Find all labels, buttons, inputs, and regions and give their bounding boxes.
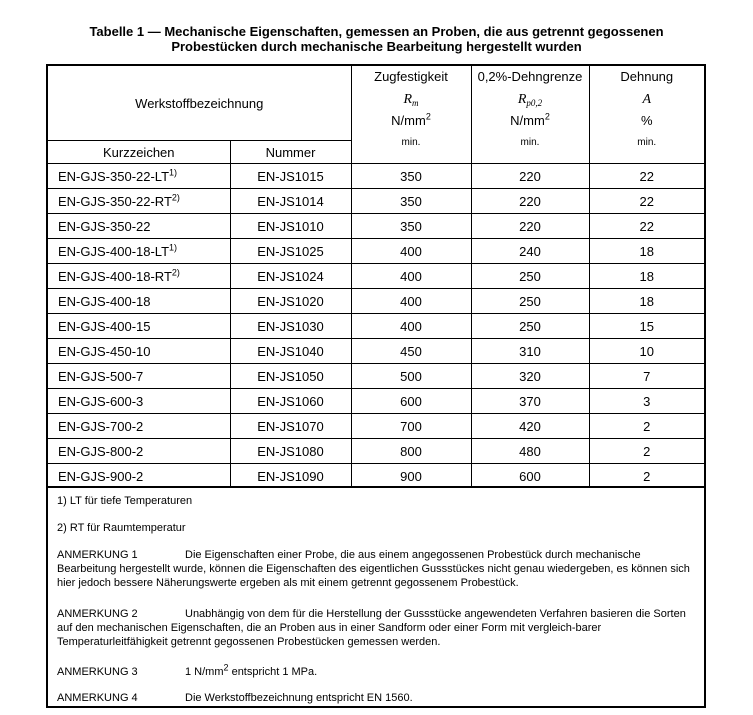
cell-zugfestigkeit: 400	[351, 264, 471, 289]
header-dehnung	[589, 66, 704, 164]
cell-kurzzeichen	[48, 214, 230, 239]
cell-dehnung: 10	[589, 339, 704, 364]
anmerkung-3	[57, 662, 697, 679]
anmerkung-1-label: ANMERKUNG 1	[57, 549, 138, 561]
header-dehngrenze-symbol: R	[517, 92, 527, 107]
cell-dehngrenze: 240	[471, 239, 589, 264]
header-zug-label: Zugfestigkeit	[374, 69, 448, 84]
cell-dehngrenze: 310	[471, 339, 589, 364]
cell-nummer: EN-JS1070	[230, 414, 351, 439]
anmerkung-4	[57, 691, 697, 705]
cell-zugfestigkeit: 350	[351, 189, 471, 214]
cell-zugfestigkeit: 500	[351, 364, 471, 389]
anmerkung-3-text-after: entspricht 1 MPa.	[228, 666, 318, 678]
cell-zugfestigkeit: 400	[351, 289, 471, 314]
anmerkung-3-text: 1 N/mm	[185, 666, 224, 678]
anmerkung-2-label: ANMERKUNG 2	[57, 608, 138, 620]
cell-zugfestigkeit: 400	[351, 239, 471, 264]
cell-zugfestigkeit: 900	[351, 464, 471, 489]
header-dehngrenze-sub: p0,2	[526, 98, 543, 108]
table-row	[48, 189, 704, 214]
cell-kurzzeichen	[48, 289, 230, 314]
cell-nummer: EN-JS1025	[230, 239, 351, 264]
cell-dehnung: 2	[589, 439, 704, 464]
cell-zugfestigkeit: 450	[351, 339, 471, 364]
table-row	[48, 264, 704, 289]
header-dehngrenze-unit-sup: 2	[544, 111, 550, 122]
kurzzeichen-text: EN-GJS-800-2	[58, 443, 144, 459]
kurzzeichen-text: EN-GJS-400-18-LT	[58, 243, 170, 259]
cell-nummer: EN-JS1014	[230, 189, 351, 214]
header-dehngrenze-min: min.	[520, 137, 540, 148]
kurzzeichen-footnote: 1)	[169, 167, 178, 178]
header-zug-min: min.	[401, 137, 421, 148]
table-row	[48, 464, 704, 489]
kurzzeichen-text: EN-GJS-500-7	[58, 368, 144, 384]
cell-dehnung: 3	[589, 389, 704, 414]
table-row	[48, 214, 704, 239]
cell-zugfestigkeit: 350	[351, 164, 471, 189]
header-werkstoff: Werkstoffbezeichnung	[48, 66, 351, 141]
kurzzeichen-text: EN-GJS-900-2	[58, 468, 144, 484]
cell-kurzzeichen	[48, 314, 230, 339]
cell-nummer: EN-JS1015	[230, 164, 351, 189]
header-dehnung-label: Dehnung	[620, 69, 674, 84]
cell-dehnung: 2	[589, 414, 704, 439]
header-dehngrenze-unit: N/mm	[510, 113, 545, 128]
table-row	[48, 439, 704, 464]
cell-nummer: EN-JS1050	[230, 364, 351, 389]
cell-nummer: EN-JS1080	[230, 439, 351, 464]
cell-kurzzeichen	[48, 239, 230, 264]
header-zug-symbol: R	[403, 92, 413, 107]
anmerkung-1-text: Die Eigenschaften einer Probe, die aus einem angegossenen Probestück durch mechanische Bearbeitung hergestellt wurde, können die Eigenschaften des eigentlichen Gussstückes nicht genau wiedergeben, es können sich hier jedoch bessere Näherungswerte ergeben als mit einem getrennt gegossenem Probestück.	[57, 549, 690, 589]
cell-dehnung: 18	[589, 264, 704, 289]
cell-kurzzeichen	[48, 164, 230, 189]
header-zug-sub: m	[412, 98, 419, 108]
table-title-line-1: Tabelle 1 — Mechanische Eigenschaften, gemessen an Proben, die aus getrennt gegossenen	[89, 24, 664, 39]
kurzzeichen-text: EN-GJS-400-18	[58, 293, 151, 309]
cell-dehngrenze: 480	[471, 439, 589, 464]
header-dehngrenze	[471, 66, 589, 164]
kurzzeichen-text: EN-GJS-600-3	[58, 393, 144, 409]
cell-kurzzeichen	[48, 439, 230, 464]
header-nummer: Nummer	[230, 141, 351, 164]
kurzzeichen-footnote: 2)	[171, 192, 180, 203]
cell-dehngrenze: 250	[471, 314, 589, 339]
anmerkung-2-text: Unabhängig von dem für die Herstellung der Gussstücke angewendeten Verfahren basieren die Sorten auf den mechanischen Eigenschaften, die an Proben aus in einer Sandform oder einer Form mit vergleich-barer Temperaturleitfähigkeit getrennt gegossenen Probestücken gemessen werden.	[57, 608, 686, 648]
cell-nummer: EN-JS1030	[230, 314, 351, 339]
header-dehnung-symbol: A	[642, 92, 652, 107]
kurzzeichen-text: EN-GJS-700-2	[58, 418, 144, 434]
cell-nummer: EN-JS1010	[230, 214, 351, 239]
table-row	[48, 314, 704, 339]
cell-dehngrenze: 420	[471, 414, 589, 439]
footnote-2: 2) RT für Raumtemperatur	[57, 522, 186, 534]
cell-nummer: EN-JS1040	[230, 339, 351, 364]
kurzzeichen-text: EN-GJS-400-18-RT	[58, 268, 172, 284]
cell-dehngrenze: 250	[471, 289, 589, 314]
cell-dehngrenze: 250	[471, 264, 589, 289]
cell-dehnung: 7	[589, 364, 704, 389]
cell-dehngrenze: 220	[471, 214, 589, 239]
table-title-line-2: Probestücken durch mechanische Bearbeitung hergestellt wurden	[171, 39, 582, 54]
cell-kurzzeichen	[48, 264, 230, 289]
properties-table-frame	[46, 64, 706, 708]
cell-kurzzeichen	[48, 339, 230, 364]
kurzzeichen-footnote: 1)	[169, 242, 178, 253]
cell-kurzzeichen	[48, 464, 230, 489]
kurzzeichen-text: EN-GJS-350-22-RT	[58, 193, 172, 209]
table-row	[48, 164, 704, 189]
header-zug-unit-sup: 2	[425, 111, 431, 122]
cell-zugfestigkeit: 600	[351, 389, 471, 414]
cell-dehnung: 15	[589, 314, 704, 339]
cell-kurzzeichen	[48, 189, 230, 214]
anmerkung-2	[57, 607, 697, 649]
header-dehngrenze-label: 0,2%-Dehngrenze	[477, 69, 583, 84]
cell-dehnung: 22	[589, 164, 704, 189]
kurzzeichen-text: EN-GJS-450-10	[58, 343, 151, 359]
header-row-top	[48, 66, 704, 141]
anmerkung-4-text: Die Werkstoffbezeichnung entspricht EN 1560.	[185, 692, 413, 704]
cell-dehngrenze: 220	[471, 189, 589, 214]
cell-nummer: EN-JS1020	[230, 289, 351, 314]
cell-kurzzeichen	[48, 414, 230, 439]
cell-nummer: EN-JS1090	[230, 464, 351, 489]
kurzzeichen-text: EN-GJS-400-15	[58, 318, 151, 334]
cell-nummer: EN-JS1024	[230, 264, 351, 289]
anmerkung-4-label: ANMERKUNG 4	[57, 692, 138, 704]
cell-zugfestigkeit: 350	[351, 214, 471, 239]
cell-dehngrenze: 370	[471, 389, 589, 414]
cell-zugfestigkeit: 700	[351, 414, 471, 439]
cell-dehngrenze: 220	[471, 164, 589, 189]
header-zugfestigkeit	[351, 66, 471, 164]
anmerkung-3-label: ANMERKUNG 3	[57, 666, 138, 678]
table-row	[48, 239, 704, 264]
cell-nummer: EN-JS1060	[230, 389, 351, 414]
header-dehnung-unit: %	[640, 113, 653, 128]
header-dehnung-min: min.	[637, 137, 657, 148]
cell-dehnung: 22	[589, 189, 704, 214]
cell-kurzzeichen	[48, 389, 230, 414]
cell-zugfestigkeit: 400	[351, 314, 471, 339]
kurzzeichen-text: EN-GJS-350-22-LT	[58, 168, 170, 184]
header-zug-unit: N/mm	[391, 113, 426, 128]
footnote-1: 1) LT für tiefe Temperaturen	[57, 495, 193, 507]
table-body	[48, 164, 704, 489]
cell-dehnung: 18	[589, 239, 704, 264]
table-title	[0, 24, 753, 54]
kurzzeichen-footnote: 2)	[171, 267, 180, 278]
cell-dehngrenze: 320	[471, 364, 589, 389]
cell-dehnung: 22	[589, 214, 704, 239]
cell-zugfestigkeit: 800	[351, 439, 471, 464]
table-row	[48, 289, 704, 314]
cell-kurzzeichen	[48, 364, 230, 389]
table-row	[48, 364, 704, 389]
table-row	[48, 389, 704, 414]
table-row	[48, 414, 704, 439]
anmerkung-3-sup: 2	[223, 662, 229, 673]
anmerkung-1	[57, 548, 697, 590]
properties-table	[48, 66, 704, 488]
cell-dehnung: 18	[589, 289, 704, 314]
table-row	[48, 339, 704, 364]
cell-dehnung: 2	[589, 464, 704, 489]
notes-section	[48, 486, 704, 704]
kurzzeichen-text: EN-GJS-350-22	[58, 218, 151, 234]
header-kurzzeichen: Kurzzeichen	[48, 141, 230, 164]
cell-dehngrenze: 600	[471, 464, 589, 489]
